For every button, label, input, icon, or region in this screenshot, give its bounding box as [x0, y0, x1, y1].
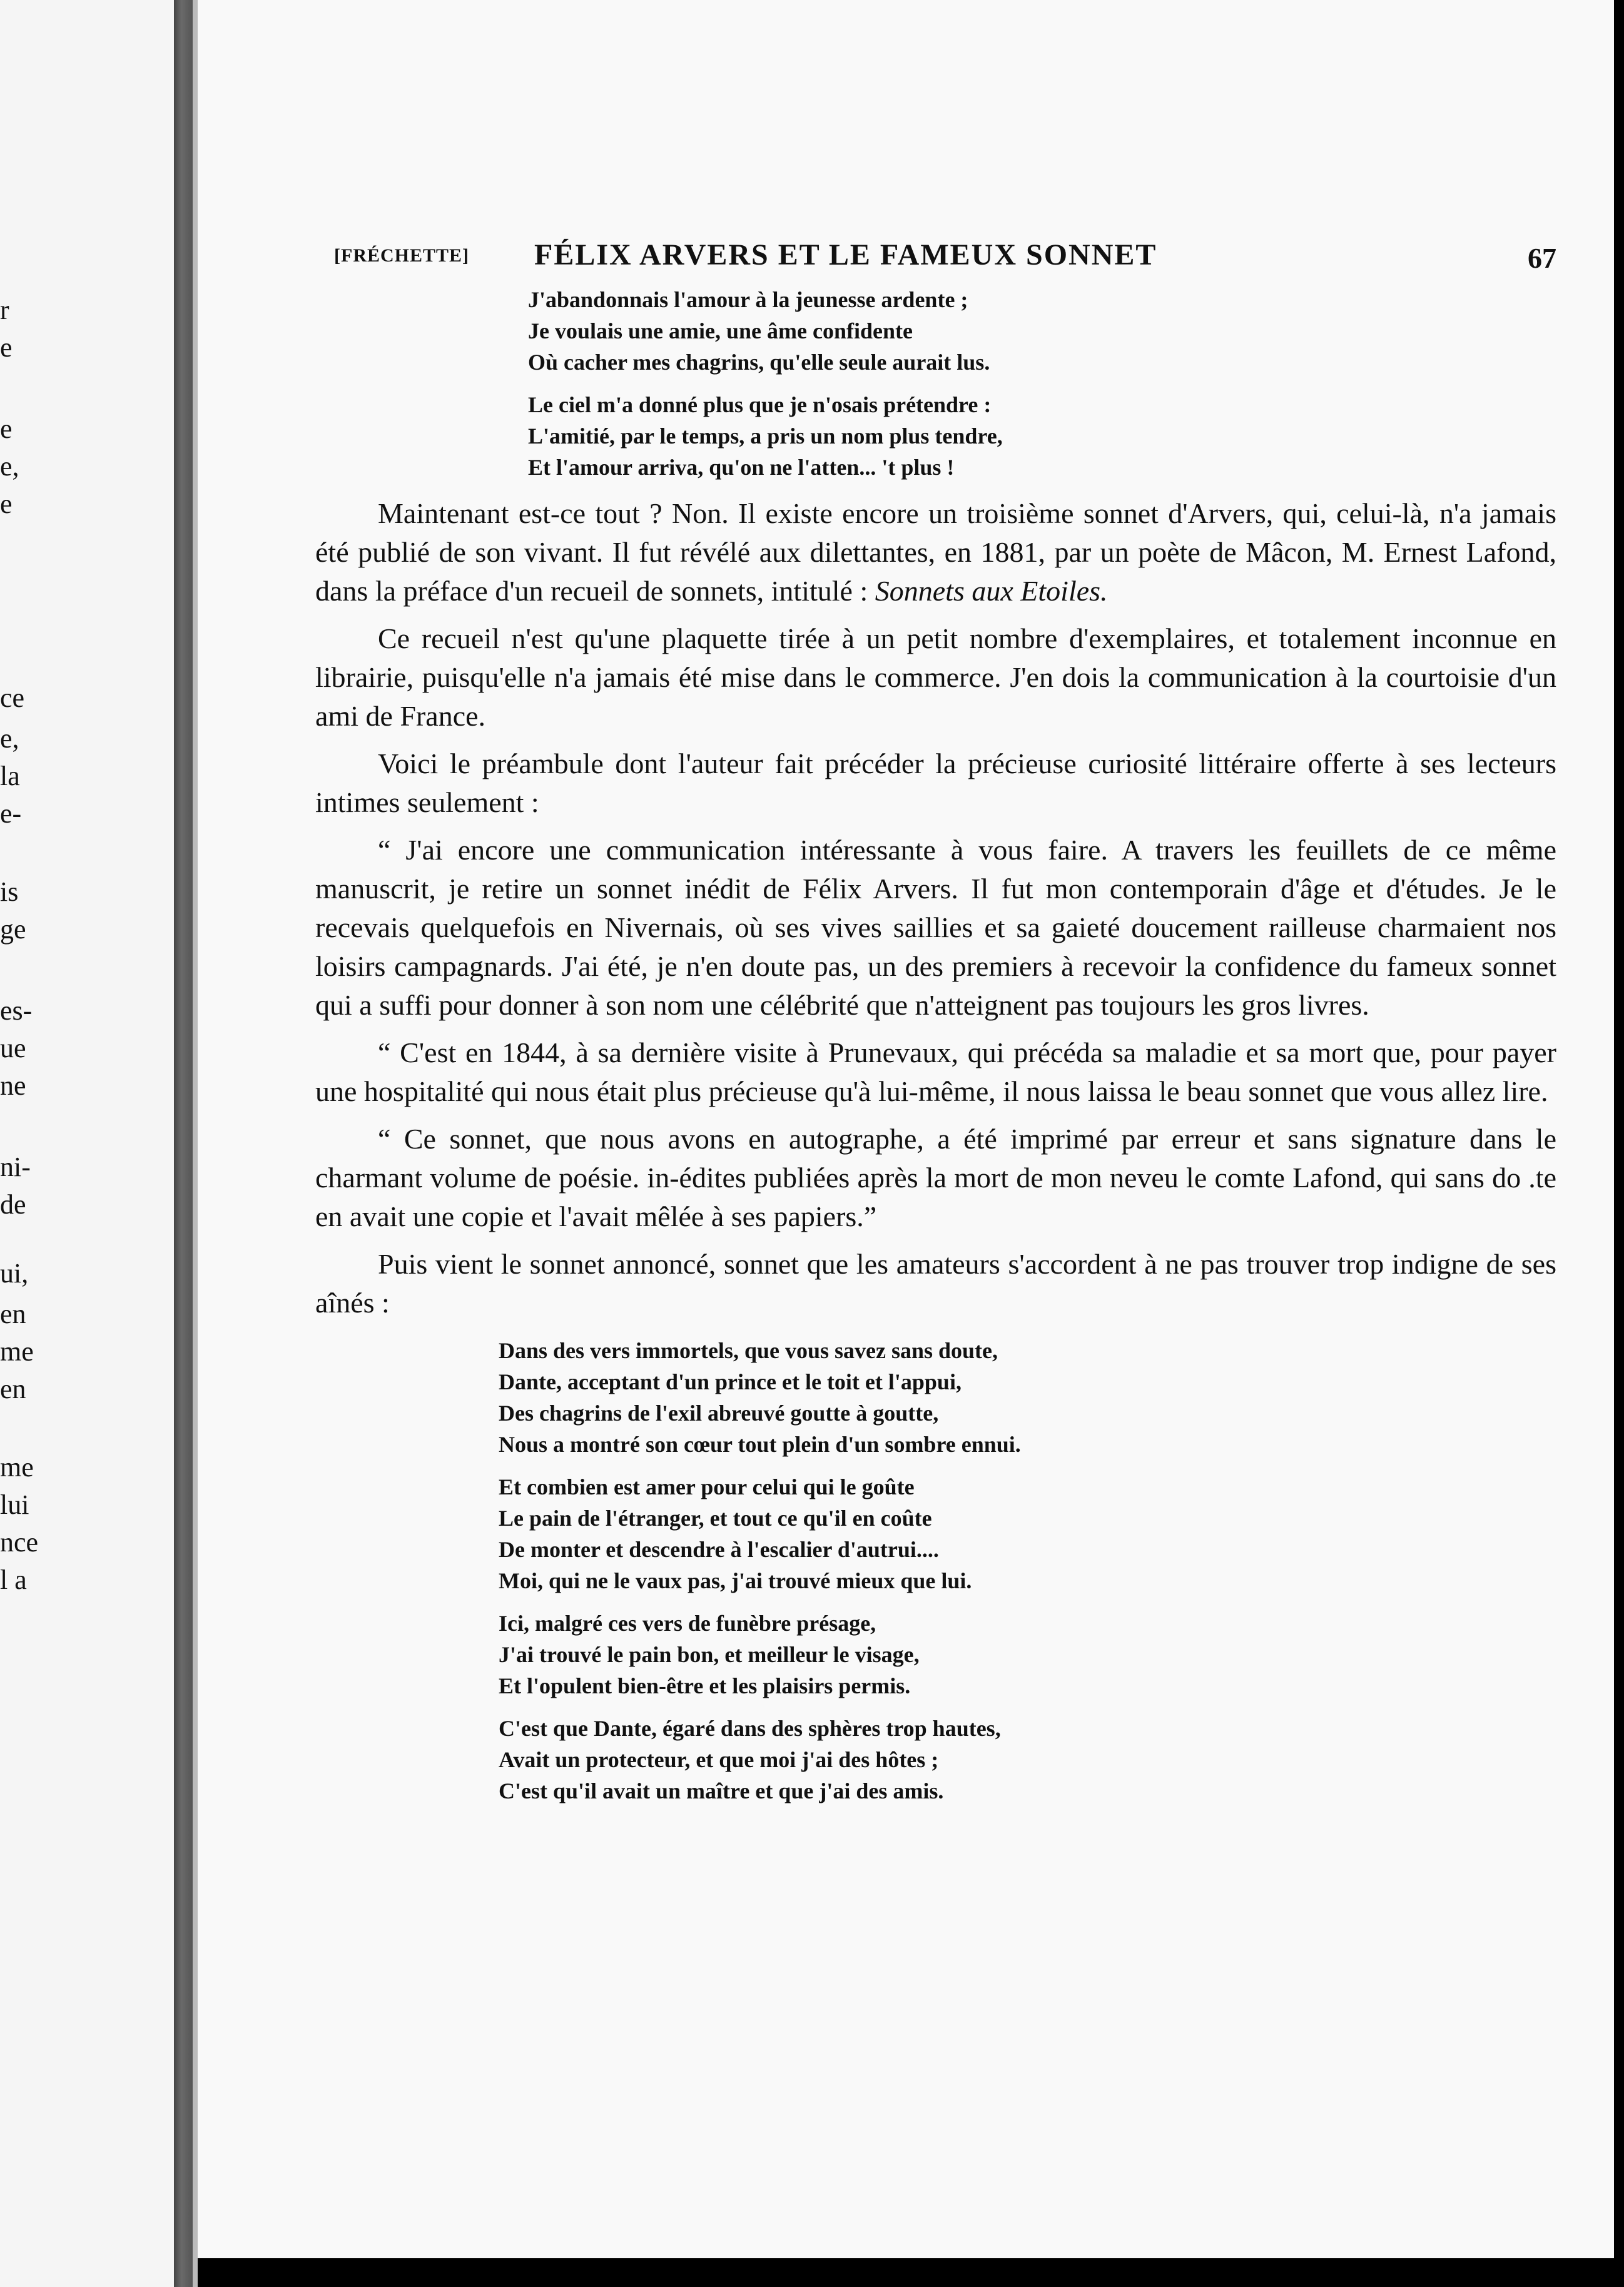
left-page-fragment: ui, — [0, 1258, 29, 1289]
paragraph-2-text: Ce recueil n'est qu'une plaquette tirée à un petit nombre d'exemplaires, et totalement inconnue en librairie, puisqu'elle n'a jamais été mise dans le commerce. J'en dois la communication à la courtoisie d'un ami de France. — [315, 622, 1556, 732]
sonnet-stanza-4 — [315, 1713, 1556, 1807]
verse-line: J'abandonnais l'amour à la jeunesse ardente ; — [528, 287, 968, 312]
paragraph-1 — [315, 494, 1556, 611]
left-page-fragment: ni- — [0, 1152, 31, 1182]
left-page-fragment: e, — [0, 723, 19, 754]
left-page-margin — [0, 0, 174, 2287]
book-gutter — [174, 0, 193, 2287]
top-poem-stanza-1 — [315, 284, 1556, 378]
left-page-fragment: e- — [0, 798, 22, 829]
verse-line: C'est que Dante, égaré dans des sphères trop hautes, — [499, 1716, 1001, 1741]
left-page-fragment: en — [0, 1374, 26, 1404]
left-page-fragment: nce — [0, 1527, 39, 1558]
paragraph-7-text: Puis vient le sonnet annoncé, sonnet que les amateurs s'accordent à ne pas trouver trop indigne de ses aînés : — [315, 1248, 1556, 1319]
verse-line: Le pain de l'étranger, et tout ce qu'il en coûte — [499, 1506, 932, 1531]
paragraph-7 — [315, 1245, 1556, 1322]
running-header — [315, 238, 1556, 281]
sonnet — [315, 1335, 1556, 1807]
paragraph-3-text: Voici le préambule dont l'auteur fait précéder la précieuse curiosité littéraire offerte à ses lecteurs intimes seulement : — [315, 748, 1556, 818]
left-page-fragment: la — [0, 761, 20, 791]
verse-line: C'est qu'il avait un maître et que j'ai des amis. — [499, 1778, 944, 1803]
verse-line: Et l'amour arriva, qu'on ne l'atten... 't plus ! — [528, 455, 955, 480]
sonnet-stanza-1 — [315, 1335, 1556, 1460]
verse-line: Ici, malgré ces vers de funèbre présage, — [499, 1611, 876, 1636]
page-number: 67 — [1528, 242, 1556, 274]
paragraph-5 — [315, 1033, 1556, 1111]
gutter-edge — [193, 0, 198, 2287]
left-page-fragment: me — [0, 1452, 34, 1483]
paragraph-3 — [315, 744, 1556, 822]
verse-line: Nous a montré son cœur tout plein d'un sombre ennui. — [499, 1432, 1021, 1457]
left-page-fragment: r — [0, 295, 9, 325]
sonnet-stanza-3 — [315, 1608, 1556, 1701]
left-page-fragment: me — [0, 1336, 34, 1367]
paragraph-4-text: “ J'ai encore une communication intéressante à vous faire. A travers les feuillets de ce même manuscrit, je retire un sonnet inédit de Félix Arvers. Il fut mon contemporain d'âge et d'études. Je le recevais quelquefois en Nivernais, où ses vives saillies et sa gaieté doucement railleuse charmaient nos loisirs campagnards. J'ai été, je n'en doute pas, un des premiers à recevoir la confidence du fameux sonnet qui a suffi pour donner à son nom une célébrité que n'atteignent pas toujours les gros livres. — [315, 834, 1556, 1021]
left-page-fragment: e — [0, 489, 13, 519]
paragraph-1-text: Maintenant est-ce tout ? Non. Il existe encore un troisième sonnet d'Arvers, qui, celui-là, n'a jamais été publié de son vivant. Il fut révélé aux dilettantes, en 1881, par un poète de Mâcon, M. Ernest Lafond, dans la préface d'un recueil de sonnets, intitulé : — [315, 497, 1556, 607]
top-poem-stanza-2 — [315, 389, 1556, 483]
left-page-fragment: ge — [0, 914, 26, 945]
left-page-fragment: lui — [0, 1489, 29, 1520]
verse-line: Je voulais une amie, une âme confidente — [528, 318, 913, 343]
left-page-fragment: e, — [0, 451, 19, 482]
verse-line: Et combien est amer pour celui qui le goûte — [499, 1474, 915, 1499]
verse-line: Moi, qui ne le vaux pas, j'ai trouvé mieux que lui. — [499, 1568, 972, 1593]
verse-line: Avait un protecteur, et que moi j'ai des hôtes ; — [499, 1747, 939, 1772]
left-page-fragment: e — [0, 413, 13, 444]
paragraph-2 — [315, 619, 1556, 736]
left-page-fragment: l a — [0, 1564, 27, 1595]
verse-line: Dante, acceptant d'un prince et le toit et l'appui, — [499, 1369, 962, 1394]
sonnet-stanza-2 — [315, 1471, 1556, 1596]
left-page-fragment: is — [0, 876, 19, 907]
left-page-fragment: es- — [0, 995, 33, 1026]
verse-line: Et l'opulent bien-être et les plaisirs permis. — [499, 1673, 911, 1698]
header-author: [FRÉCHETTE] — [334, 245, 470, 266]
left-page-fragment: ne — [0, 1070, 26, 1101]
verse-line: L'amitié, par le temps, a pris un nom plus tendre, — [528, 423, 1003, 449]
page-content — [315, 238, 1556, 1818]
left-page-fragment: en — [0, 1299, 26, 1329]
paragraph-6-text: “ Ce sonnet, que nous avons en autographe, a été imprimé par erreur et sans signature dans le charmant volume de poésie. in‑édites publiées après la mort de mon neveu le comte Lafond, qui sans do .te en avait une copie et l'avait mêlée à ses papiers.” — [315, 1123, 1556, 1232]
left-page-fragment: de — [0, 1189, 26, 1220]
book-title-italic: Sonnets aux Etoiles. — [875, 575, 1108, 607]
verse-line: J'ai trouvé le pain bon, et meilleur le visage, — [499, 1642, 920, 1667]
verse-line: Dans des vers immortels, que vous savez sans doute, — [499, 1338, 998, 1363]
top-poem — [315, 284, 1556, 483]
header-title: FÉLIX ARVERS ET LE FAMEUX SONNET — [534, 238, 1157, 271]
verse-line: Le ciel m'a donné plus que je n'osais prétendre : — [528, 392, 992, 417]
paragraph-6 — [315, 1120, 1556, 1236]
verse-line: De monter et descendre à l'escalier d'autrui.... — [499, 1537, 939, 1562]
verse-line: Des chagrins de l'exil abreuvé goutte à goutte, — [499, 1401, 939, 1426]
verse-line: Où cacher mes chagrins, qu'elle seule aurait lus. — [528, 350, 990, 375]
left-page-fragment: ue — [0, 1033, 26, 1063]
right-page — [198, 0, 1614, 2258]
paragraph-4 — [315, 831, 1556, 1025]
left-page-fragment: ce — [0, 682, 25, 713]
paragraph-5-text: “ C'est en 1844, à sa dernière visite à Prunevaux, qui précéda sa maladie et sa mort que, pour payer une hospitalité qui nous était plus précieuse qu'à lui-même, il nous laissa le beau sonnet que vous allez lire. — [315, 1037, 1556, 1107]
left-page-fragment: e — [0, 332, 13, 363]
